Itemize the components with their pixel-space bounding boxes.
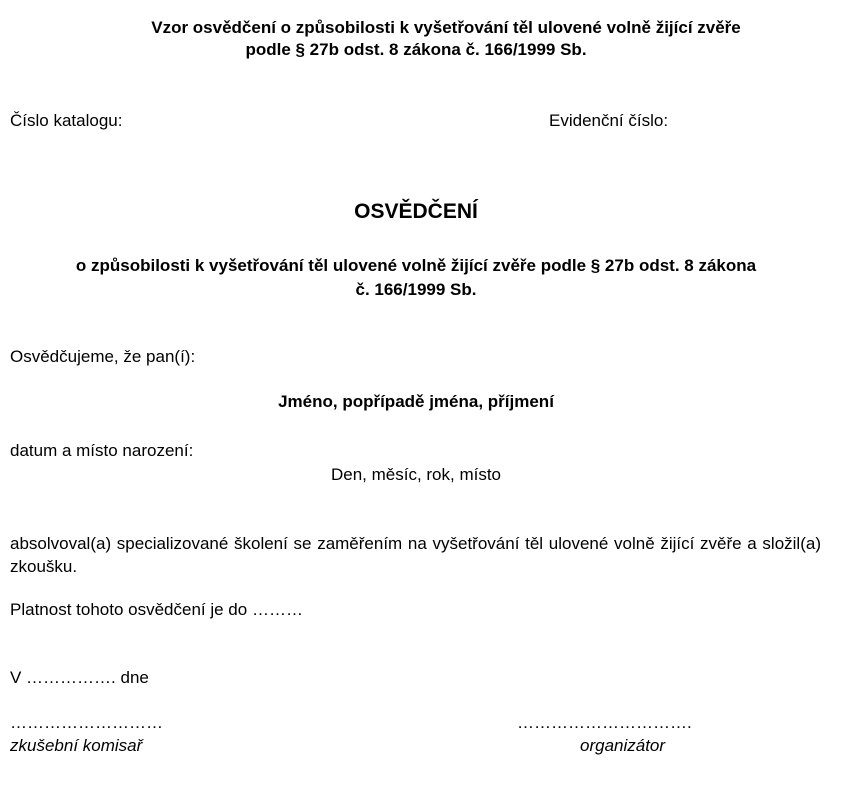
examiner-signature-label: zkušební komisař [10, 736, 143, 755]
certificate-subtitle-line2: č. 166/1999 Sb. [355, 280, 477, 299]
name-placeholder: Jméno, popřípadě jména, příjmení [278, 392, 554, 411]
header-title-line1: Vzor osvědčení o způsobilosti k vyšetřování těl ulovené volně žijící zvěře [151, 18, 741, 37]
examiner-signature-line: ……………………… [10, 713, 163, 732]
certificate-title: OSVĚDČENÍ [354, 200, 478, 223]
organizer-signature-label: organizátor [580, 736, 666, 755]
evidence-number-label: Evidenční číslo: [549, 111, 669, 130]
certify-statement: Osvědčujeme, že pan(í): [10, 347, 196, 366]
birth-date-place-placeholder: Den, měsíc, rok, místo [330, 465, 502, 484]
completion-statement: absolvoval(a) specializované školení se zaměřením na vyšetřování těl ulovené volně žijící zvěře a složil(a) zkoušku. [10, 534, 821, 576]
birth-date-place-label: datum a místo narození: [10, 441, 194, 460]
organizer-signature-line: …………………………. [517, 713, 692, 732]
place-and-date: V ……………. dne [10, 668, 149, 687]
certificate-subtitle-line1: o způsobilosti k vyšetřování těl ulovené volně žijící zvěře podle § 27b odst. 8 zákona [75, 256, 757, 275]
catalog-number-label: Číslo katalogu: [10, 111, 123, 130]
validity-statement: Platnost tohoto osvědčení je do ……… [10, 600, 303, 619]
header-title-line2: podle § 27b odst. 8 zákona č. 166/1999 Sb. [245, 40, 587, 59]
